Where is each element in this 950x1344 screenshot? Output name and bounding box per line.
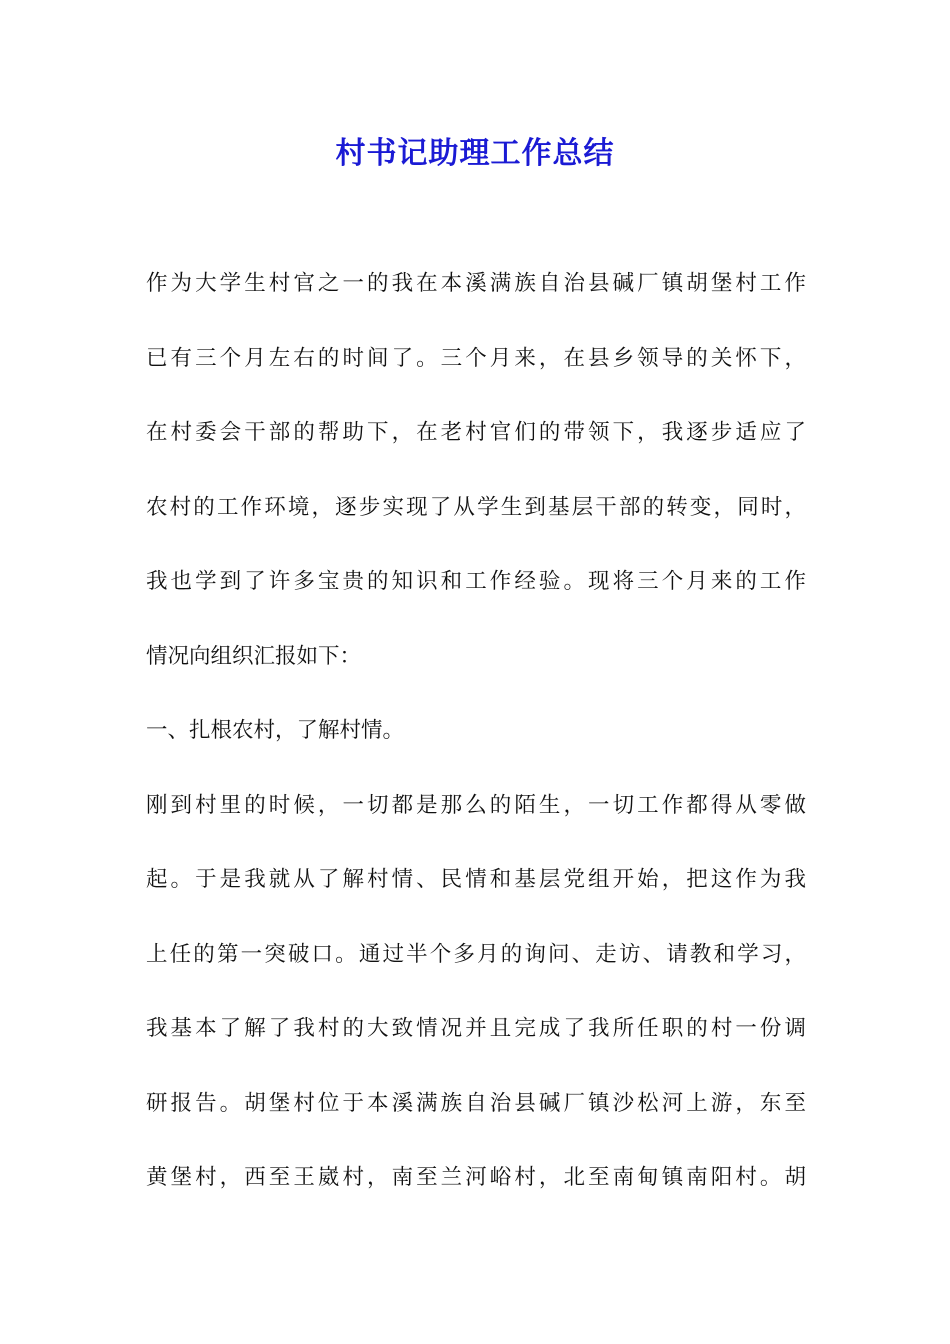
body-line: 在村委会干部的帮助下，在老村官们的带领下，我逐步适应了 bbox=[146, 420, 806, 445]
body-line: 农村的工作环境，逐步实现了从学生到基层干部的转变，同时， bbox=[146, 494, 806, 520]
body-line: 黄堡村，西至王崴村，南至兰河峪村，北至南甸镇南阳村。胡 bbox=[146, 1165, 806, 1190]
body-line: 已有三个月左右的时间了。三个月来，在县乡领导的关怀下， bbox=[146, 345, 806, 371]
body-line: 研报告。胡堡村位于本溪满族自治县碱厂镇沙松河上游，东至 bbox=[146, 1090, 806, 1116]
body-line: 刚到村里的时候，一切都是那么的陌生，一切工作都得从零做 bbox=[146, 792, 806, 818]
body-line: 起。于是我就从了解村情、民情和基层党组开始，把这作为我 bbox=[146, 867, 806, 892]
body-line: 我也学到了许多宝贵的知识和工作经验。现将三个月来的工作 bbox=[146, 569, 806, 594]
body-line: 作为大学生村官之一的我在本溪满族自治县碱厂镇胡堡村工作 bbox=[146, 271, 806, 296]
document-title: 村书记助理工作总结 bbox=[335, 136, 615, 171]
body-line: 我基本了解了我村的大致情况并且完成了我所任职的村一份调 bbox=[146, 1016, 806, 1041]
body-line: 情况向组织汇报如下： bbox=[146, 643, 362, 669]
section-heading: 一、扎根农村，了解村情。 bbox=[146, 718, 405, 743]
document-body bbox=[146, 259, 806, 1228]
body-line: 上任的第一突破口。通过半个多月的询问、走访、请教和学习， bbox=[146, 941, 806, 967]
